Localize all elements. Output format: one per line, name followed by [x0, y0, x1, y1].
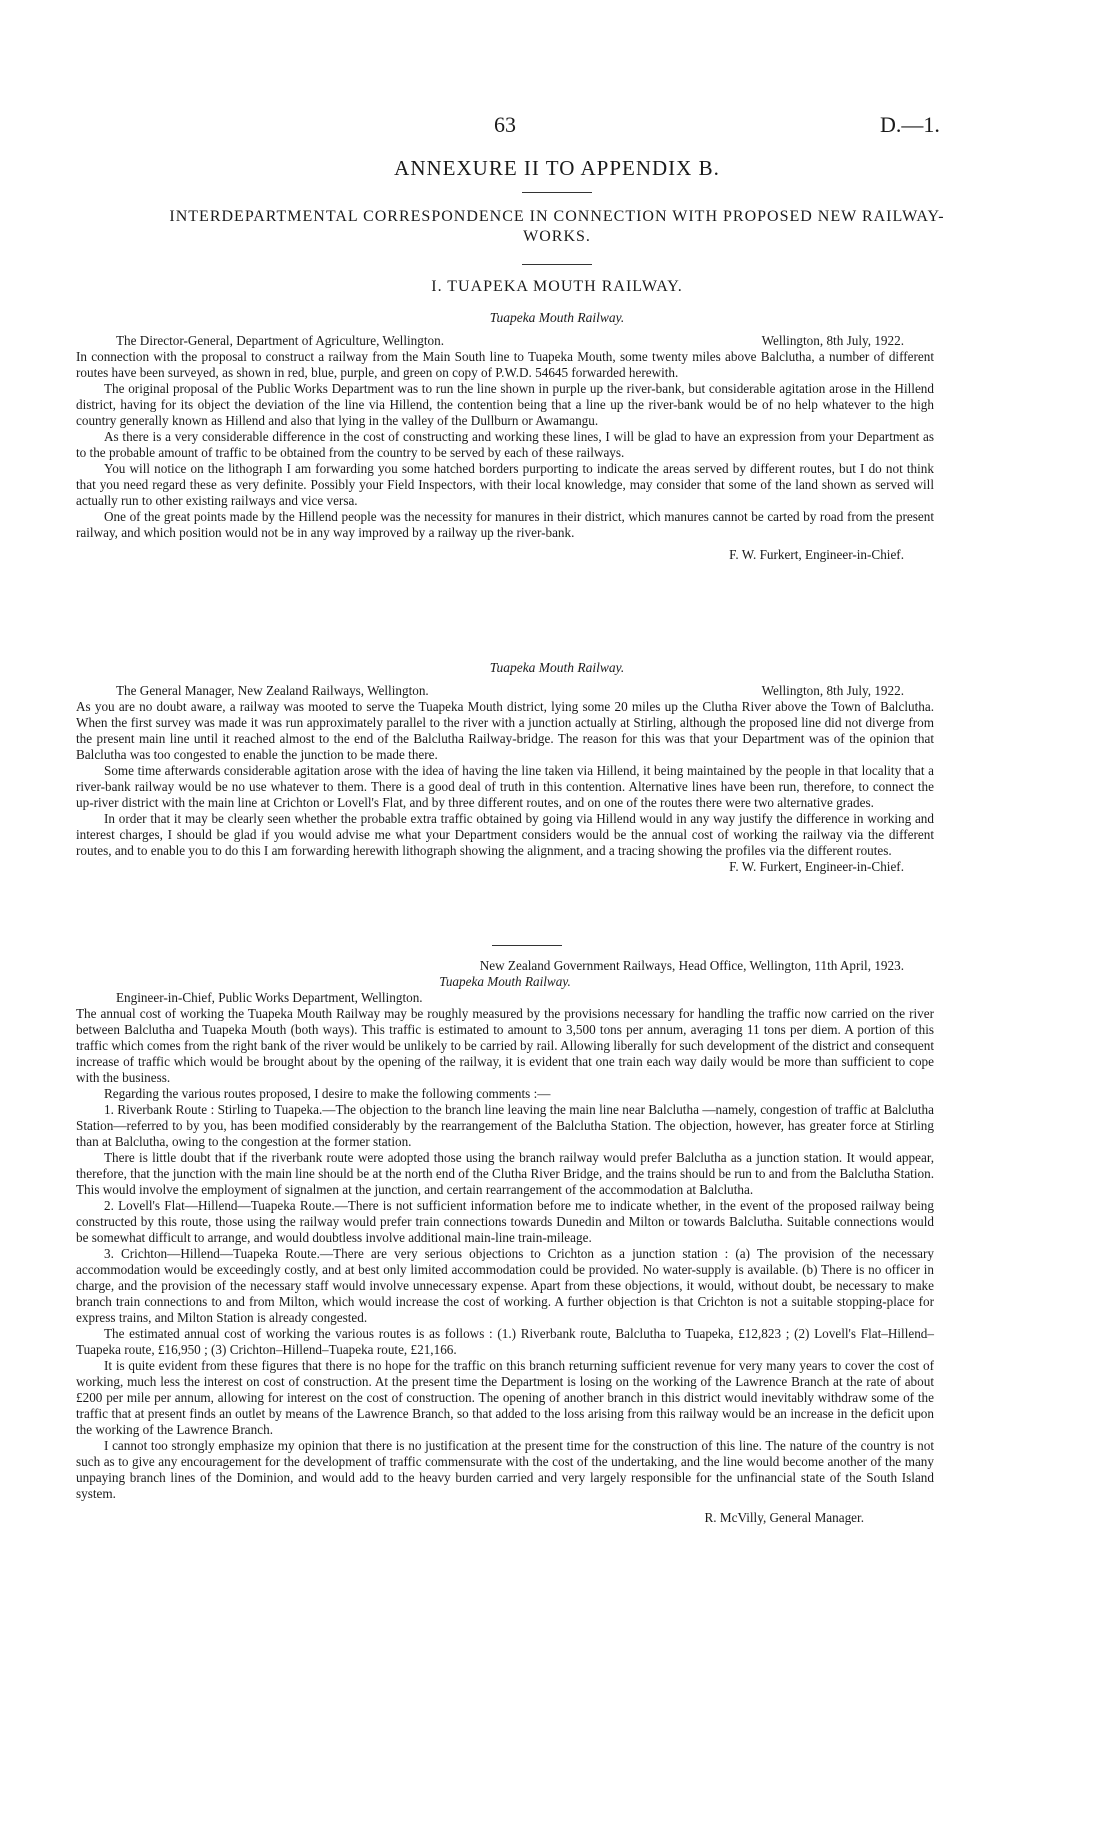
letter1-date: Wellington, 8th July, 1922. [761, 333, 904, 348]
letter1 [76, 333, 934, 563]
paragraph: Some time afterwards considerable agitation arose with the idea of having the line taken via Hillend, it being maintained by the people in that locality that a river-bank railway would be no use whatever to them. There is a good deal of truth in this contention. Alternative lines have been run, therefore, to connect the up-river district with the main line at Crichton or Lovell's Flat, and by three different routes, and on one of the routes there were two alternative grades. [76, 763, 934, 810]
letter3-signature: R. McVilly, General Manager. [704, 1510, 864, 1525]
divider [522, 264, 592, 265]
paragraph: In order that it may be clearly seen whether the probable extra traffic obtained by going via Hillend would in any way justify the difference in working and interest charges, I should be glad if you would advise me what your Department considers would be the annual cost of working the railway via the different routes, and to enable you to do this I am forwarding herewith lithograph showing the alignment, and a tracing showing the profiles via the different routes. [76, 811, 934, 858]
paragraph: It is quite evident from these figures that there is no hope for the traffic on this branch returning sufficient revenue for very many years to cover the cost of working, much less the interest on cost of construction. At the present time the Department is losing on the working of the Lawrence Branch at the rate of about £200 per mile per annum, allowing for interest on the cost of construction. The opening of another branch in this district would inevitably withdraw some of the traffic that at present finds an outlet by means of the Lawrence Branch, so that added to the loss arising from this railway would be an increase in the deficit upon the working of the Lawrence Branch. [76, 1358, 934, 1437]
letter3 [76, 958, 934, 1526]
letter2-heading: Tuapeka Mouth Railway. [489, 660, 625, 675]
paragraph: The original proposal of the Public Works Department was to run the line shown in purple up the river-bank, but considerable agitation arose in the Hillend district, having for its object the deviation of the line via Hillend, the contention being that a line up the river-bank would be of no help whatever to the high country generally known as Hillend and also that lying in the valley of the Dullburn or Awamangu. [76, 381, 934, 428]
divider [522, 192, 592, 193]
paragraph: 3. Crichton—Hillend—Tuapeka Route.—There are very serious objections to Crichton as a junction station : (a) The provision of the necessary accommodation would be exceedingly costly, and at best only limited accommodation could be provided. No water-supply is available. (b) There is no officer in charge, and the provision of the necessary staff would involve unnecessary expense. Apart from these objections, it would, without doubt, be necessary to make branch train connections to and from Milton, which would increase the cost of working. A further objection is that Crichton is not a suitable stopping-place for express trains, and Milton Station is already congested. [76, 1246, 934, 1325]
letter2-signature: F. W. Furkert, Engineer-in-Chief. [729, 859, 904, 874]
document-reference: D.—1. [880, 112, 940, 137]
letter2 [76, 683, 934, 875]
letter3-office: New Zealand Government Railways, Head Office, Wellington, 11th April, 1923. [479, 958, 904, 973]
main-title: INTERDEPARTMENTAL CORRESPONDENCE IN CONNECTION WITH PROPOSED NEW RAILWAY-WORKS. [169, 208, 945, 245]
divider [492, 945, 562, 946]
paragraph: The estimated annual cost of working the various routes is as follows : (1.) Riverbank route, Balclutha to Tuapeka, £12,823 ; (2) Lovell's Flat–Hillend–Tuapeka route, £16,950 ; (3) Crichton–Hillend–Tuapeka route, £21,166. [76, 1326, 934, 1357]
paragraph: 1. Riverbank Route : Stirling to Tuapeka.—The objection to the branch line leaving the main line near Balclutha —namely, congestion of traffic at Balclutha Station—referred to by you, has been modified considerably by the rearrangement of the Balclutha Station. The objection, however, has greater force at Stirling than at Balclutha, owing to the congestion at the former station. [76, 1102, 934, 1149]
letter3-heading: Tuapeka Mouth Railway. [439, 974, 571, 989]
paragraph: There is little doubt that if the riverbank route were adopted those using the branch railway would prefer Balclutha as a junction station. It would appear, therefore, that the junction with the main line should be at the north end of the Clutha River Bridge, and the trains should be run to and from the Balclutha Station. This would involve the employment of signalmen at the junction, and certain rearrangement of the accommodation at Balclutha. [76, 1150, 934, 1197]
letter1-signature: F. W. Furkert, Engineer-in-Chief. [729, 547, 904, 562]
paragraph: The annual cost of working the Tuapeka Mouth Railway may be roughly measured by the provisions necessary for handling the traffic now carried on the river between Balclutha and Tuapeka Mouth (both ways). This traffic is estimated to amount to 3,500 tons per annum, averaging 11 tons per diem. A portion of this traffic which comes from the right bank of the river would be unlikely to be carried by rail. Allowing liberally for such development of the district and consequent increase of traffic which would be brought about by the opening of the railway, it is evident that one train each way daily would be more than sufficient to cope with the business. [76, 1006, 934, 1085]
paragraph: I cannot too strongly emphasize my opinion that there is no justification at the present time for the construction of this line. The nature of the country is not such as to give any encouragement for the development of traffic commensurate with the cost of the undertaking, and the line would become another of the many unpaying branch lines of the Dominion, and would add to the heavy burden carried and very largely responsible for the unfinancial state of the South Island system. [76, 1438, 934, 1501]
paragraph: In connection with the proposal to construct a railway from the Main South line to Tuapeka Mouth, some twenty miles above Balclutha, a number of different routes have been surveyed, as shown in red, blue, purple, and green on copy of P.W.D. 54645 forwarded herewith. [76, 349, 934, 380]
paragraph: You will notice on the lithograph I am forwarding you some hatched borders purporting to indicate the areas served by different routes, but I do not think that you need regard these as very definite. Possibly your Field Inspectors, with their local knowledge, may consider that some of the land shown as served will actually run to other existing railways and vice versa. [76, 461, 934, 508]
paragraph: As there is a very considerable difference in the cost of constructing and working these lines, I will be glad to have an expression from your Department as to the probable amount of traffic to be obtained from the country to be served by each of these railways. [76, 429, 934, 460]
paragraph: As you are no doubt aware, a railway was mooted to serve the Tuapeka Mouth district, lying some 20 miles up the Clutha River above the Town of Balclutha. When the first survey was made it was run approximately parallel to the river with a junction actually at Stirling, although the proposed line did not diverge from the present main line until it reached almost to the end of the Balclutha Railway-bridge. The reason for this was that your Department was of the opinion that Balclutha was too congested to enable the junction to be made there. [76, 699, 934, 762]
paragraph: Regarding the various routes proposed, I desire to make the following comments :— [104, 1086, 551, 1101]
letter3-addressee: Engineer-in-Chief, Public Works Department, Wellington. [116, 990, 423, 1005]
letter1-addressee: The Director-General, Department of Agriculture, Wellington. [116, 333, 444, 348]
letter1-heading: Tuapeka Mouth Railway. [489, 310, 625, 325]
paragraph: One of the great points made by the Hillend people was the necessity for manures in their district, which manures cannot be carted by road from the present railway, and which position would not be in any way improved by a railway up the river-bank. [76, 509, 934, 540]
annexure-title: ANNEXURE II TO APPENDIX B. [394, 156, 720, 180]
letter2-addressee: The General Manager, New Zealand Railways, Wellington. [116, 683, 429, 698]
paragraph: 2. Lovell's Flat—Hillend—Tuapeka Route.—There is not sufficient information before me to indicate whether, in the event of the proposed railway being constructed by this route, those using the railway would prefer train connections towards Dunedin and Milton or towards Balclutha. Suitable connections would be somewhat difficult to arrange, and would doubtless involve additional main-line train-mileage. [76, 1198, 934, 1245]
page-number: 63 [494, 112, 516, 137]
letter2-date: Wellington, 8th July, 1922. [761, 683, 904, 698]
section-title: I. TUAPEKA MOUTH RAILWAY. [431, 278, 683, 295]
